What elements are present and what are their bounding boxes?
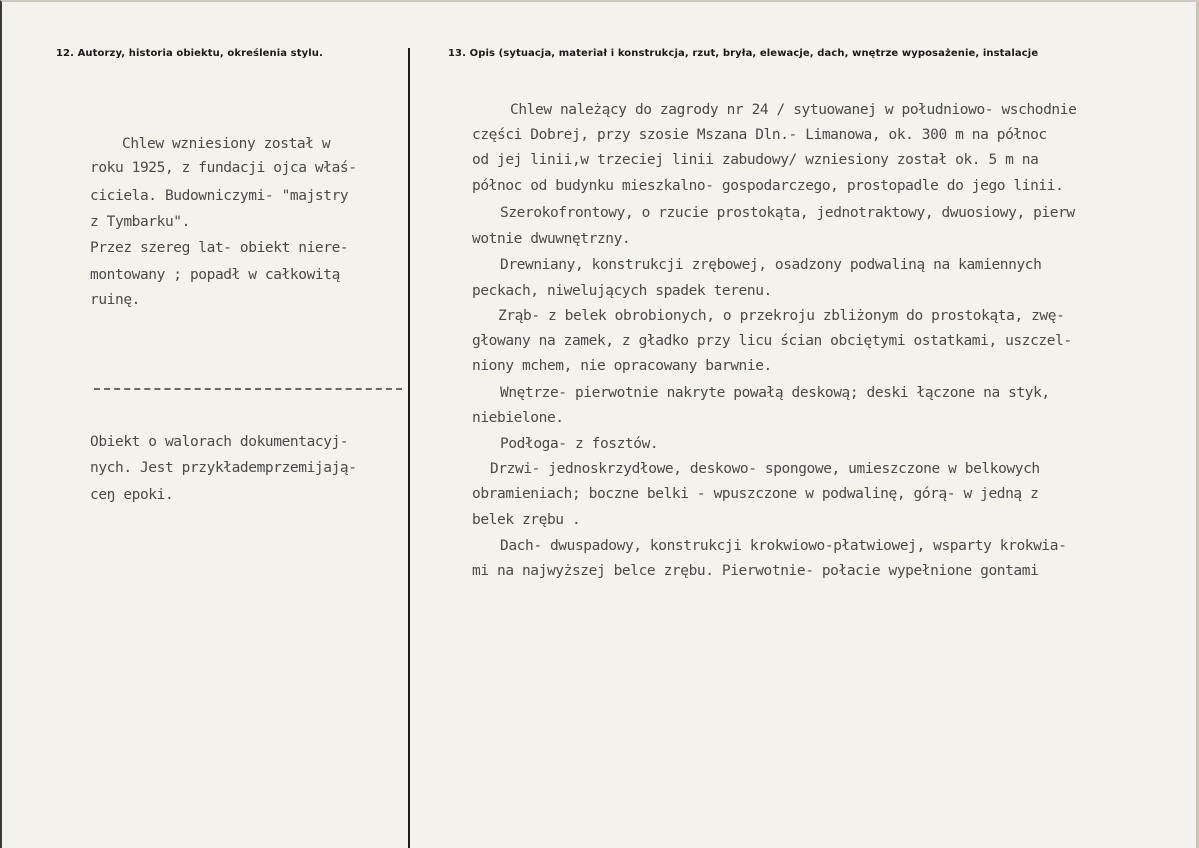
description-line: Dach- dwuspadowy, konstrukcji krokwiowo-płatwiowej, wsparty krokwia- [500, 538, 1067, 554]
history-line: ruinę. [90, 292, 140, 308]
history-line: z Tymbarku". [90, 214, 190, 230]
column-divider [408, 48, 410, 848]
description-line: Podłoga- z fosztów. [500, 436, 659, 452]
value-line: ceŋ epoki. [90, 487, 174, 503]
description-line: Szerokofrontowy, o rzucie prostokąta, jednotraktowy, dwuosiowy, pierw [500, 205, 1075, 221]
description-line: Wnętrze- pierwotnie nakryte powałą deskową; deski łączone na styk, [500, 385, 1050, 401]
section-12-header: 12. Autorzy, historia obiektu, określenia stylu. [56, 48, 323, 59]
description-line: Zrąb- z belek obrobionych, o przekroju zbliżonym do prostokąta, zwę- [498, 308, 1065, 324]
description-line: Chlew należący do zagrody nr 24 / sytuowanej w południowo- wschodnie [510, 102, 1077, 118]
description-line: belek zrębu . [472, 512, 581, 528]
description-line: części Dobrej, przy szosie Mszana Dln.- Limanowa, ok. 300 m na północ [472, 127, 1047, 143]
description-line: wotnie dwuwnętrzny. [472, 231, 631, 247]
description-line: Drewniany, konstrukcji zrębowej, osadzony podwaliną na kamiennych [500, 257, 1042, 273]
history-line: ciciela. Budowniczymi- "majstry [90, 188, 349, 204]
description-line: północ od budynku mieszkalno- gospodarczego, prostopadle do jego linii. [472, 178, 1064, 194]
history-line: roku 1925, z fundacji ojca właś- [90, 160, 357, 176]
description-line: głowany na zamek, z gładko przy licu ścian obciętymi ostatkami, uszczel- [472, 333, 1072, 349]
description-line: niebielone. [472, 410, 564, 426]
history-line: Przez szereg lat- obiekt niere- [90, 240, 349, 256]
history-line: Chlew wzniesiony został w [122, 136, 331, 152]
dashed-separator [94, 388, 402, 390]
description-line: obramieniach; boczne belki - wpuszczone w podwalinę, górą- w jedną z [472, 486, 1039, 502]
description-line: Drzwi- jednoskrzydłowe, deskowo- spongowe, umieszczone w belkowych [490, 461, 1040, 477]
value-line: Obiekt o walorach dokumentacyj- [90, 434, 349, 450]
description-line: od jej linii,w trzeciej linii zabudowy/ wzniesiony został ok. 5 m na [472, 152, 1039, 168]
history-line: montowany ; popadł w całkowitą [90, 267, 340, 283]
description-line: peckach, niwelujących spadek terenu. [472, 283, 772, 299]
section-13-header: 13. Opis (sytuacja, materiał i konstrukcja, rzut, bryła, elewacje, dach, wnętrze wyposażenie, instalacje [448, 48, 1039, 59]
description-line: niony mchem, nie opracowany barwnie. [472, 358, 772, 374]
description-line: mi na najwyższej belce zrębu. Pierwotnie- połacie wypełnione gontami [472, 563, 1039, 579]
value-line: nych. Jest przykłademprzemijają- [90, 460, 357, 476]
